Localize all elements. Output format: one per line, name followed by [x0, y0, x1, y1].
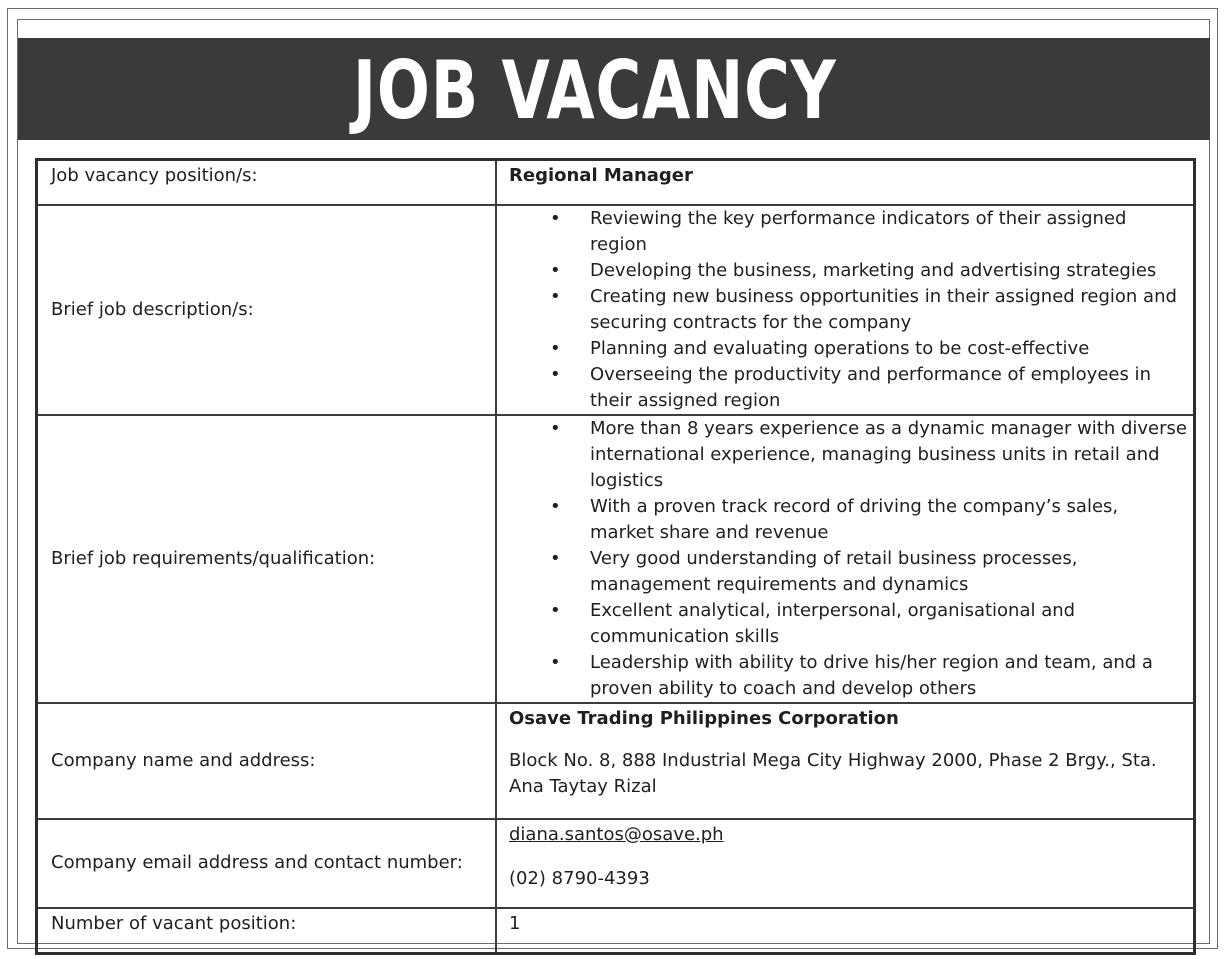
- row-vacant: [37, 908, 1195, 954]
- company-name: Osave Trading Philippines Corporation: [509, 707, 899, 729]
- row-company: [37, 703, 1195, 819]
- row-description: [37, 205, 1195, 415]
- description-value: [496, 205, 1195, 415]
- title-banner: [18, 38, 1210, 140]
- list-item: • More than 8 years experience as a dynamic manager with diverse international experience, managing business units in retail and logistics: [509, 416, 1187, 494]
- page-title: JOB VACANCY: [352, 44, 837, 137]
- phone-number: (02) 8790-4393: [509, 867, 650, 889]
- list-item: • Excellent analytical, interpersonal, organisational and communication skills: [509, 598, 1187, 650]
- vacant-value: 1: [496, 908, 1195, 954]
- company-label: Company name and address:: [37, 703, 497, 819]
- list-item: • Developing the business, marketing and advertising strategies: [509, 258, 1187, 284]
- contact-label: Company email address and contact number:: [37, 819, 497, 908]
- list-item: • Very good understanding of retail business processes, management requirements and dynamics: [509, 546, 1187, 598]
- list-item: • Planning and evaluating operations to be cost-effective: [509, 336, 1187, 362]
- list-item: • Overseeing the productivity and performance of employees in their assigned region: [509, 362, 1187, 414]
- requirements-value: [496, 415, 1195, 703]
- company-address: Block No. 8, 888 Industrial Mega City Highway 2000, Phase 2 Brgy., Sta. Ana Taytay Rizal: [509, 749, 1157, 797]
- company-value: [496, 703, 1195, 819]
- row-contact: [37, 819, 1195, 908]
- list-item: • Reviewing the key performance indicators of their assigned region: [509, 206, 1187, 258]
- description-list: [509, 206, 1187, 414]
- row-position: [37, 160, 1195, 205]
- vacancy-table: [35, 158, 1196, 955]
- requirements-label: Brief job requirements/qualification:: [37, 415, 497, 703]
- row-requirements: [37, 415, 1195, 703]
- description-label: Brief job description/s:: [37, 205, 497, 415]
- vacant-label: Number of vacant position:: [37, 908, 497, 954]
- position-value: Regional Manager: [496, 160, 1195, 205]
- requirements-list: [509, 416, 1187, 702]
- position-label: Job vacancy position/s:: [37, 160, 497, 205]
- list-item: • With a proven track record of driving the company’s sales, market share and revenue: [509, 494, 1187, 546]
- email-link[interactable]: diana.santos@osave.ph: [509, 823, 724, 845]
- list-item: • Creating new business opportunities in their assigned region and securing contracts for the company: [509, 284, 1187, 336]
- contact-value: [496, 819, 1195, 908]
- list-item: • Leadership with ability to drive his/her region and team, and a proven ability to coach and develop others: [509, 650, 1187, 702]
